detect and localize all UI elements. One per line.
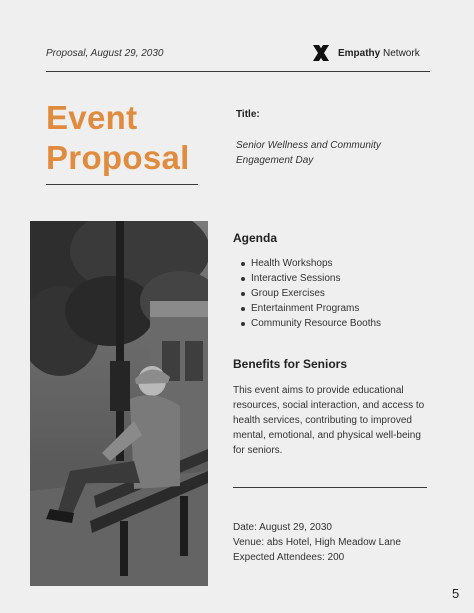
header-date: Proposal, August 29, 2030	[46, 48, 164, 59]
bullet-icon	[241, 262, 245, 266]
brand-name-rest: Network	[380, 47, 420, 59]
agenda-item-label: Group Exercises	[251, 288, 325, 299]
event-details	[233, 520, 401, 565]
brand-name	[338, 48, 420, 59]
benefits-heading: Benefits for Seniors	[233, 357, 348, 371]
list-item	[233, 271, 381, 286]
bullet-icon	[241, 277, 245, 281]
agenda-heading: Agenda	[233, 231, 278, 245]
title-divider	[46, 184, 198, 185]
agenda-item-label: Health Workshops	[251, 258, 333, 269]
event-title-label: Title:	[236, 109, 260, 120]
event-title-value: Senior Wellness and Community Engagement Day	[236, 140, 381, 166]
event-date: Date: August 29, 2030	[233, 522, 332, 533]
brand-name-bold: Empathy	[338, 47, 381, 59]
agenda-item-label: Interactive Sessions	[251, 273, 341, 284]
elderly-man-on-bench-photo	[30, 221, 208, 586]
agenda-item-label: Community Resource Booths	[251, 318, 382, 329]
details-divider	[233, 487, 427, 488]
list-item	[233, 286, 381, 301]
x-mark-logo-icon	[311, 43, 331, 63]
brand-logo	[311, 43, 420, 63]
bullet-icon	[241, 292, 245, 296]
page-number: 5	[452, 586, 460, 601]
bullet-icon	[241, 307, 245, 311]
list-item	[233, 256, 381, 271]
page-title	[46, 98, 190, 178]
agenda-item-label: Entertainment Programs	[251, 303, 360, 314]
event-venue: Venue: abs Hotel, High Meadow Lane	[233, 537, 401, 548]
page-title-line1: Event	[46, 99, 138, 136]
event-attendees: Expected Attendees: 200	[233, 552, 345, 563]
header-divider	[46, 71, 430, 72]
bullet-icon	[241, 322, 245, 326]
agenda-list	[233, 256, 381, 331]
list-item	[233, 316, 381, 331]
page-title-line2: Proposal	[46, 139, 190, 176]
benefits-text: This event aims to provide educational resources, social interaction, and access to health services, contributing to improved mental, emotional, and physical well-being for seniors.	[233, 385, 425, 456]
list-item	[233, 301, 381, 316]
